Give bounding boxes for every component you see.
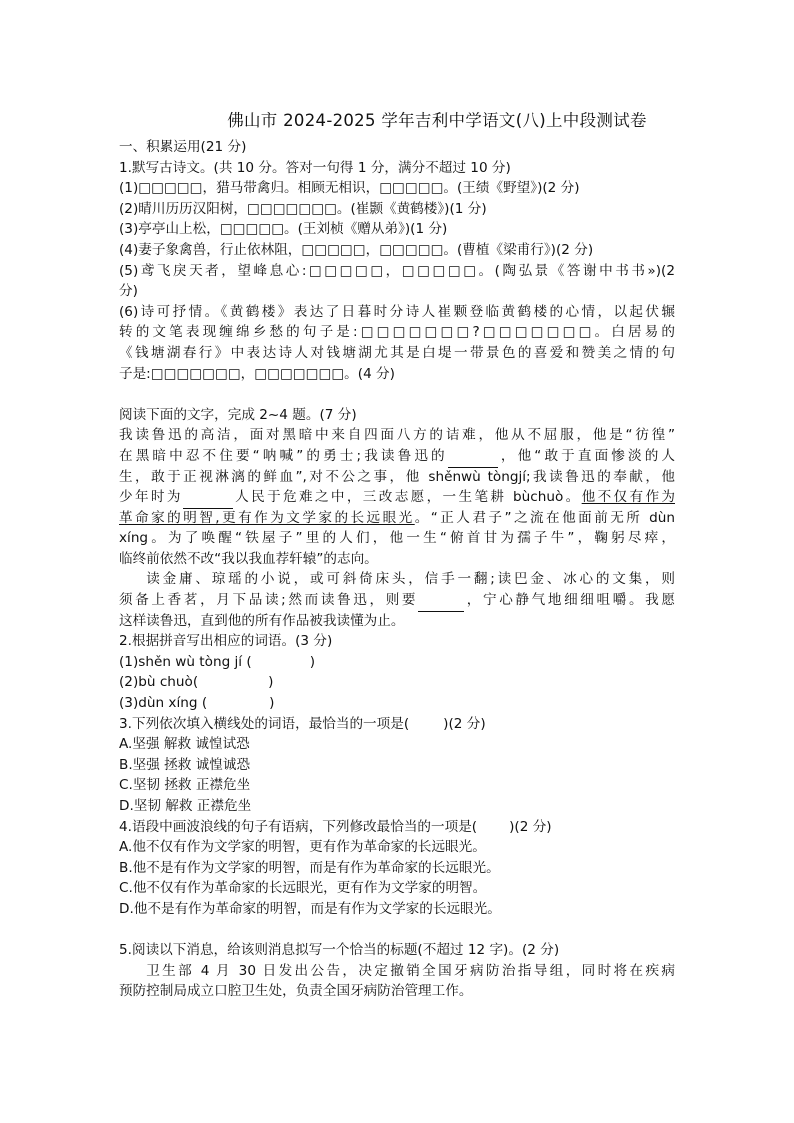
q1-item-6-cont: 转的文笔表现缠绵乡愁的句子是:□□□□□□□?□□□□□□□。白居易的 <box>119 324 675 341</box>
q5-stem: 5.阅读以下消息，给该则消息拟写一个恰当的标题(不超过 12 字)。(2 分) <box>119 942 560 959</box>
q4-option-d: D.他不是有作为革命家的明智，而是有作为文学家的长远眼光。 <box>119 900 501 917</box>
q4-option-a: A.他不仅有作为文学家的明智，更有作为革命家的长远眼光。 <box>119 839 486 856</box>
reading-text: ，他“敢于直面惨淡的人 <box>497 447 676 464</box>
q4-option-b: B.他不是有作为文学家的明智，而是有作为革命家的长远眼光。 <box>119 859 500 876</box>
q5-body: 卫生部 4 月 30 日发出公告，决定撤销全国牙病防治指导组，同时将在疾病 <box>146 962 675 979</box>
pinyin-prompt: (1)shěn wù tòng jí ( <box>119 653 252 670</box>
q1-item-6-cont: 《钱塘湖春行》中表达诗人对钱塘湖尤其是白堤一带景色的喜爱和赞美之情的句 <box>119 344 675 361</box>
q3-option-a: A.坚强 解救 诚惶试恐 <box>119 736 250 753</box>
q1-stem: 1.默写古诗文。(共 10 分。答对一句得 1 分，满分不超过 10 分) <box>119 159 511 176</box>
fill-blank-2 <box>183 487 233 509</box>
reading-line: xíng。为了唤醒“铁屋子”里的人们，他一生“俯首甘为孺子牛”，鞠躬尽瘁， <box>119 530 675 547</box>
reading-text: 须备上香茗，月下品读;然而读鲁迅，则要 <box>119 592 419 609</box>
q1-item-6: (6)诗可抒情。《黄鹤楼》表达了日暮时分诗人崔颗登临黄鹤楼的心情，以起伏辗 <box>119 303 675 320</box>
q2-stem: 2.根据拼音写出相应的词语。(3 分) <box>119 633 333 650</box>
q1-item-5-cont: 分) <box>119 283 138 300</box>
reading-line: 临终前依然不改“我以我血荐轩辕”的志向。 <box>119 550 378 567</box>
q1-item-3: (3)亭亭山上松，□□□□□。(王刘桢《赠从弟》)(1 分) <box>119 221 448 238</box>
answer-space <box>198 672 268 693</box>
question-points: )(2 分) <box>509 818 552 835</box>
reading-line: 这样读鲁迅，直到他的所有作品被我读懂为止。 <box>119 612 405 629</box>
wavy-underlined-sentence: 革命家的明智,更有作为文学家的长远眼光 <box>119 509 415 526</box>
q2-item-3 <box>119 693 675 714</box>
question-text: 4.语段中画波浪线的句子有语病，下列修改最恰当的一项是( <box>119 818 478 835</box>
q3-option-b: B.坚强 拯救 诚惶诚恐 <box>119 756 251 773</box>
spacer <box>119 384 675 405</box>
q1-item-4: (4)妻子象禽兽，行止依林阻，□□□□□，□□□□□。(曹植《梁甫行》)(2 分) <box>119 241 594 258</box>
pinyin-prompt: (2)bù chuò( <box>119 674 199 691</box>
exam-content <box>119 137 675 1002</box>
q5-body: 预防控制局成立口腔卫生处，负责全国牙病防治管理工作。 <box>119 983 473 1000</box>
q1-item-2: (2)晴川历历汉阳树，□□□□□□□。(崔颢《黄鹤楼》)(1 分) <box>119 200 487 217</box>
spacer <box>119 920 675 941</box>
reading-text: 人民于危难之中，三改志愿，一生笔耕 bùchuò。 <box>232 489 582 506</box>
fill-blank-1 <box>448 446 498 468</box>
section-heading: 一、积累运用(21 分) <box>119 139 247 155</box>
wavy-underlined-sentence: 他不仅有作为 <box>581 489 675 506</box>
question-points: )(2 分) <box>443 715 486 732</box>
reading-line <box>119 487 675 508</box>
q3-option-c: C.坚韧 拯救 正襟危坐 <box>119 777 251 794</box>
close-paren: ) <box>309 653 316 670</box>
page-title: 佛山市 2024-2025 学年吉利中学语文(八)上中段测试卷 <box>227 111 647 130</box>
reading-intro: 阅读下面的文字，完成 2~4 题。(7 分) <box>119 406 357 423</box>
reading-line: 读金庸、琼瑶的小说，或可斜倚床头，信手一翻;读巴金、冰心的文集，则 <box>146 571 675 588</box>
reading-text: 少年时为 <box>119 489 183 506</box>
close-paren: ) <box>269 695 275 712</box>
reading-text: ，宁心静气地细细咀嚼。我愿 <box>464 592 675 609</box>
q1-item-6-cont: 子是:□□□□□□□，□□□□□□□。(4 分) <box>119 365 395 382</box>
q4-stem <box>119 817 675 838</box>
q2-item-1 <box>119 652 675 673</box>
q1-item-1: (1)□□□□□，猎马带禽归。相顾无相识，□□□□□。(王绩《野望》)(2 分) <box>119 180 580 197</box>
reading-line: 我读鲁迅的高洁，面对黑暗中来自四面八方的诘难，他从不屈服，他是“彷徨” <box>119 427 675 444</box>
q3-option-d: D.坚韧 解救 正襟危坐 <box>119 798 252 814</box>
reading-text: 在黑暗中忍不住要“呐喊”的勇士;我读鲁迅的 <box>119 447 448 464</box>
reading-line <box>119 446 675 467</box>
q3-stem <box>119 714 675 735</box>
q2-item-2 <box>119 672 675 693</box>
fill-blank-3 <box>418 590 464 612</box>
answer-space <box>252 652 310 673</box>
reading-line: 生，敢于正视淋漓的鲜血”,对不公之事，他 shěnwù tòngjí;我读鲁迅的奉献，他 <box>119 468 675 485</box>
pinyin-prompt: (3)dùn xíng ( <box>119 695 208 712</box>
question-text: 3.下列依次填入横线处的词语，最恰当的一项是( <box>119 715 410 732</box>
close-paren: ) <box>268 674 274 691</box>
reading-line <box>119 508 675 529</box>
q1-item-5: (5)鸢飞戾天者，望峰息心:□□□□□，□□□□□。(陶弘景《答谢中书书»)(2 <box>119 262 675 279</box>
reading-text: 。“正人君子”之流在他面前无所 dùn <box>414 509 676 526</box>
q4-option-c: C.他不仅有作为革命家的长远眼光，更有作为文学家的明智。 <box>119 880 487 897</box>
answer-space <box>207 693 269 714</box>
answer-space <box>477 817 509 838</box>
answer-space <box>409 714 443 735</box>
reading-line <box>119 590 675 611</box>
